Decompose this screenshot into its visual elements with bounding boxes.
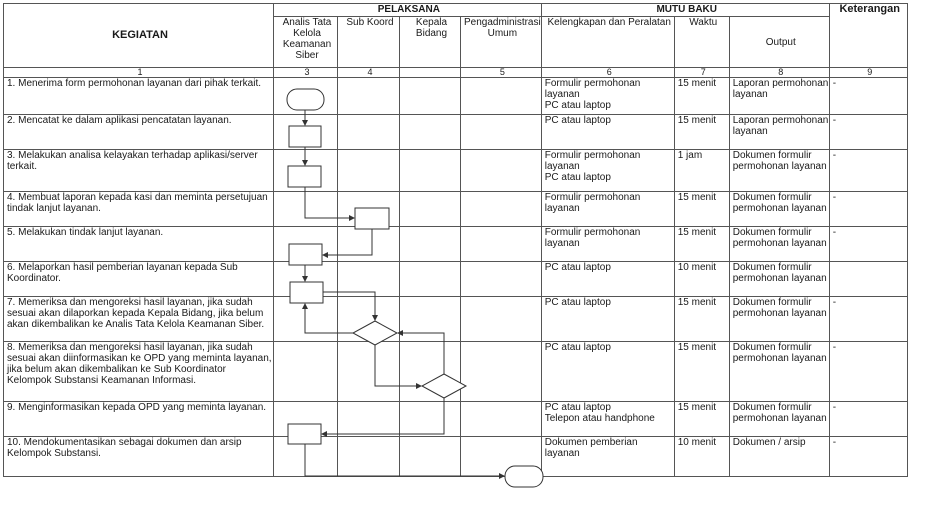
lane-pengadministrasi <box>461 437 542 477</box>
lane-analis <box>274 150 338 192</box>
lane-pengadministrasi <box>461 342 542 402</box>
lane-kepala-bidang <box>400 227 461 262</box>
waktu-cell: 15 menit <box>674 115 729 150</box>
kelengkapan-cell: PC atau laptop <box>541 262 674 297</box>
header-keterangan: Keterangan <box>829 4 907 68</box>
kegiatan-cell: 2. Mencatat ke dalam aplikasi pencatatan layanan. <box>4 115 274 150</box>
output-cell: Dokumen formulir permohonan layanan <box>729 342 829 402</box>
kelengkapan-cell: Formulir permohonan layanan <box>541 192 674 227</box>
kelengkapan-cell: Dokumen pemberian layanan <box>541 437 674 477</box>
lane-pengadministrasi <box>461 227 542 262</box>
keterangan-cell: - <box>829 297 907 342</box>
kelengkapan-cell: PC atau laptop <box>541 115 674 150</box>
keterangan-cell: - <box>829 115 907 150</box>
kelengkapan-cell: PC atau laptop <box>541 297 674 342</box>
lane-analis <box>274 402 338 437</box>
lane-subkoord <box>338 342 400 402</box>
lane-subkoord <box>338 78 400 115</box>
lane-pengadministrasi <box>461 78 542 115</box>
lane-pengadministrasi <box>461 402 542 437</box>
table-row <box>4 342 908 402</box>
kelengkapan-cell: Formulir permohonan layanan PC atau laptop <box>541 78 674 115</box>
keterangan-cell: - <box>829 150 907 192</box>
keterangan-cell: - <box>829 342 907 402</box>
lane-kepala-bidang <box>400 192 461 227</box>
lane-kepala-bidang <box>400 297 461 342</box>
waktu-cell: 15 menit <box>674 192 729 227</box>
lane-subkoord <box>338 402 400 437</box>
lane-subkoord <box>338 115 400 150</box>
kegiatan-cell: 8. Memeriksa dan mengoreksi hasil layanan, jika sudah sesuai akan diinformasikan ke OPD yang meminta layanan, jika belum akan dikembalikan ke Sub Koordinator Kelompok Substansi Keamanan Informasi. <box>4 342 274 402</box>
kegiatan-cell: 10. Mendokumentasikan sebagai dokumen dan arsip Kelompok Substansi. <box>4 437 274 477</box>
waktu-cell: 1 jam <box>674 150 729 192</box>
table-row <box>4 115 908 150</box>
waktu-cell: 10 menit <box>674 262 729 297</box>
column-number: 5 <box>461 68 542 78</box>
lane-subkoord <box>338 297 400 342</box>
lane-pengadministrasi <box>461 192 542 227</box>
header-kepala-bidang: Kepala Bidang <box>400 17 461 68</box>
keterangan-cell <box>829 262 907 297</box>
column-number: 3 <box>274 68 338 78</box>
lane-kepala-bidang <box>400 115 461 150</box>
output-cell: Dokumen formulir permohonan layanan <box>729 297 829 342</box>
table-row <box>4 437 908 477</box>
output-cell: Laporan permohonan layanan <box>729 78 829 115</box>
table-row <box>4 297 908 342</box>
output-cell: Dokumen formulir permohonan layanan <box>729 192 829 227</box>
column-number: 1 <box>4 68 274 78</box>
column-number: 9 <box>829 68 907 78</box>
keterangan-cell: - <box>829 402 907 437</box>
waktu-cell: 15 menit <box>674 342 729 402</box>
keterangan-cell: - <box>829 78 907 115</box>
column-number-row <box>4 68 908 78</box>
lane-analis <box>274 297 338 342</box>
lane-analis <box>274 437 338 477</box>
output-cell: Dokumen / arsip <box>729 437 829 477</box>
output-cell: Dokumen formulir permohonan layanan <box>729 227 829 262</box>
header-waktu: Waktu <box>674 17 729 68</box>
lane-analis <box>274 262 338 297</box>
kelengkapan-cell: Formulir permohonan layanan PC atau laptop <box>541 150 674 192</box>
kegiatan-cell: 5. Melakukan tindak lanjut layanan. <box>4 227 274 262</box>
waktu-cell: 15 menit <box>674 402 729 437</box>
lane-subkoord <box>338 192 400 227</box>
lane-kepala-bidang <box>400 342 461 402</box>
keterangan-cell: - <box>829 227 907 262</box>
lane-kepala-bidang <box>400 78 461 115</box>
lane-subkoord <box>338 262 400 297</box>
table-row <box>4 227 908 262</box>
header-pengadministrasi: Pengadministrasi Umum <box>461 17 542 68</box>
output-cell: Laporan permohonan layanan <box>729 115 829 150</box>
kelengkapan-cell: Formulir permohonan layanan <box>541 227 674 262</box>
waktu-cell: 10 menit <box>674 437 729 477</box>
table-row <box>4 78 908 115</box>
lane-kepala-bidang <box>400 402 461 437</box>
output-cell: Dokumen formulir permohonan layanan <box>729 262 829 297</box>
header-output: Output <box>729 17 829 68</box>
lane-subkoord <box>338 227 400 262</box>
header-pelaksana: PELAKSANA <box>274 4 542 17</box>
column-number: 4 <box>338 68 400 78</box>
waktu-cell: 15 menit <box>674 78 729 115</box>
table-row <box>4 402 908 437</box>
lane-subkoord <box>338 437 400 477</box>
kegiatan-cell: 7. Memeriksa dan mengoreksi hasil layanan, jika sudah sesuai akan dilaporkan kepada Kepala Bidang, jika belum akan dikembalikan ke Analis Tata Kelola Keamanan Siber. <box>4 297 274 342</box>
header-kegiatan: KEGIATAN <box>4 4 274 68</box>
header-row-1 <box>4 4 908 17</box>
header-kelengkapan: Kelengkapan dan Peralatan <box>541 17 674 68</box>
kelengkapan-cell: PC atau laptop <box>541 342 674 402</box>
table-row <box>4 192 908 227</box>
sop-table <box>3 3 908 477</box>
waktu-cell: 15 menit <box>674 297 729 342</box>
lane-pengadministrasi <box>461 150 542 192</box>
lane-kepala-bidang <box>400 437 461 477</box>
lane-pengadministrasi <box>461 262 542 297</box>
header-analis: Analis Tata Kelola Keamanan Siber <box>274 17 338 68</box>
lane-pengadministrasi <box>461 115 542 150</box>
lane-subkoord <box>338 150 400 192</box>
kegiatan-cell: 3. Melakukan analisa kelayakan terhadap aplikasi/server terkait. <box>4 150 274 192</box>
column-number <box>400 68 461 78</box>
lane-analis <box>274 342 338 402</box>
kegiatan-cell: 1. Menerima form permohonan layanan dari pihak terkait. <box>4 78 274 115</box>
header-mutu-baku: MUTU BAKU <box>541 4 829 17</box>
table-row <box>4 262 908 297</box>
kegiatan-cell: 6. Melaporkan hasil pemberian layanan kepada Sub Koordinator. <box>4 262 274 297</box>
column-number: 7 <box>674 68 729 78</box>
keterangan-cell: - <box>829 437 907 477</box>
column-number: 6 <box>541 68 674 78</box>
lane-analis <box>274 227 338 262</box>
kegiatan-cell: 9. Menginformasikan kepada OPD yang meminta layanan. <box>4 402 274 437</box>
lane-kepala-bidang <box>400 150 461 192</box>
lane-analis <box>274 192 338 227</box>
table-row <box>4 150 908 192</box>
lane-analis <box>274 78 338 115</box>
waktu-cell: 15 menit <box>674 227 729 262</box>
lane-pengadministrasi <box>461 297 542 342</box>
lane-analis <box>274 115 338 150</box>
kegiatan-cell: 4. Membuat laporan kepada kasi dan meminta persetujuan tindak lanjut layanan. <box>4 192 274 227</box>
output-cell: Dokumen formulir permohonan layanan <box>729 402 829 437</box>
header-subkoord: Sub Koord <box>338 17 400 68</box>
column-number: 8 <box>729 68 829 78</box>
kelengkapan-cell: PC atau laptop Telepon atau handphone <box>541 402 674 437</box>
output-cell: Dokumen formulir permohonan layanan <box>729 150 829 192</box>
lane-kepala-bidang <box>400 262 461 297</box>
keterangan-cell: - <box>829 192 907 227</box>
